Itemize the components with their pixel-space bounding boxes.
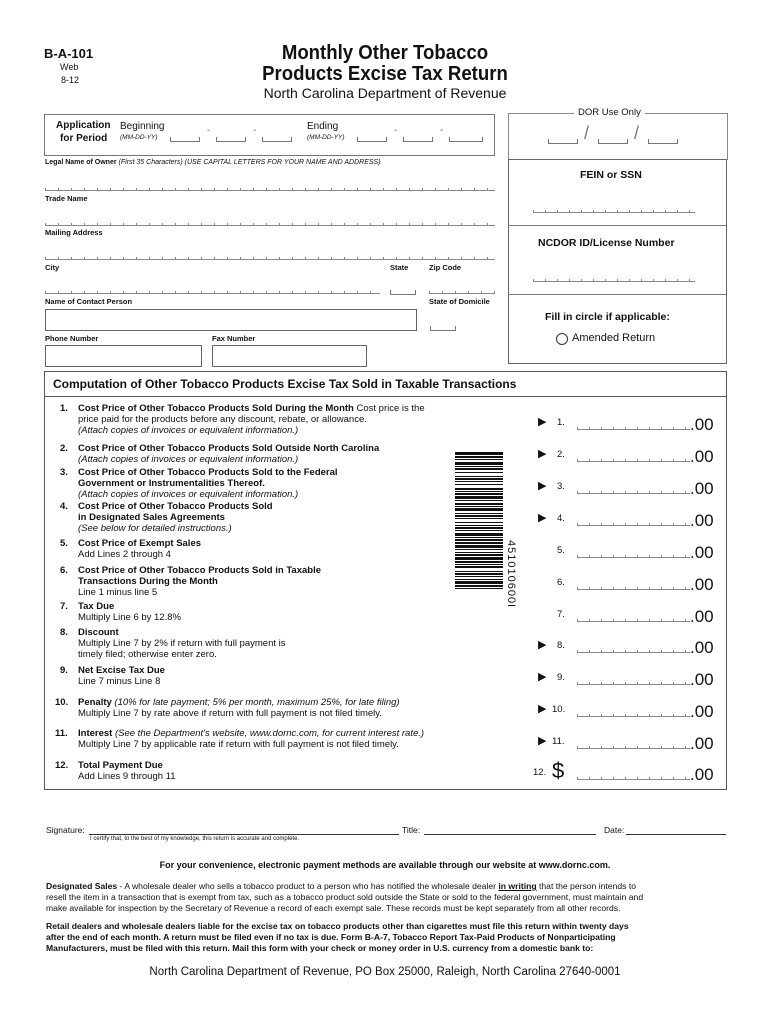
line-9-number: 9.	[60, 665, 68, 676]
line-7-instruction: Multiply Line 6 by 12.8%	[78, 612, 181, 623]
form-version: 8-12	[61, 75, 80, 85]
line-2-label: 2.	[557, 449, 565, 460]
begin-year-field[interactable]	[262, 136, 292, 142]
line-4-title: Cost Price of Other Tobacco Products Sold	[78, 501, 273, 512]
barcode-bar	[455, 462, 503, 465]
title-field[interactable]	[424, 833, 596, 835]
dor-slash-2: /	[634, 123, 640, 143]
barcode-bar	[455, 491, 503, 492]
line-11-label: 11.	[552, 736, 565, 747]
line-8-amount-field[interactable]	[577, 647, 690, 653]
state-field[interactable]	[390, 289, 416, 295]
ending-format: (MM-DD-YY)	[307, 134, 345, 141]
line-2-title: Cost Price of Other Tobacco Products Sold Outside North Carolina	[78, 443, 380, 454]
begin-day-field[interactable]	[216, 136, 246, 142]
line-5-instruction: Add Lines 2 through 4	[78, 549, 171, 560]
barcode-bar	[455, 527, 503, 529]
barcode-bar	[455, 513, 503, 514]
state-label: State	[390, 263, 409, 272]
line-8-title: Discount	[78, 627, 119, 638]
line-12-label: 12.	[533, 767, 547, 778]
line-1-amount-field[interactable]	[577, 424, 690, 430]
state-domicile-label: State of Domicile	[429, 297, 490, 306]
line-11-instruction: Multiply Line 7 by applicable rate if return with full payment is not filed timely.	[78, 739, 399, 750]
begin-dash-1: -	[207, 125, 211, 136]
barcode-bar	[455, 581, 503, 584]
title-label: Title:	[402, 825, 421, 835]
line-1-cents: .00	[690, 415, 714, 434]
line-3-note: (Attach copies of invoices or equivalent information.)	[78, 489, 299, 500]
line-12-cents: .00	[690, 765, 714, 784]
line-11-arrow-icon: ▶	[538, 735, 547, 747]
barcode-bar	[455, 518, 503, 519]
line-3-cents: .00	[690, 479, 714, 498]
line-8-arrow-icon: ▶	[538, 639, 547, 651]
legal-name-label: Legal Name of Owner (First 35 Characters) (USE CAPITAL LETTERS FOR YOUR NAME AND ADDRESS)	[45, 159, 381, 166]
line-5-label: 5.	[557, 545, 565, 556]
barcode-bar	[455, 508, 503, 511]
signature-label: Signature:	[46, 825, 85, 835]
line-4-amount-field[interactable]	[577, 520, 690, 526]
barcode-bar	[455, 500, 503, 501]
line-2-note: (Attach copies of invoices or equivalent information.)	[78, 454, 299, 465]
barcode-bar	[455, 515, 503, 517]
line-9-title: Net Excise Tax Due	[78, 665, 165, 676]
line-6-instruction: Line 1 minus line 5	[78, 587, 158, 598]
barcode-bar	[455, 545, 503, 548]
barcode-bar	[455, 522, 503, 523]
dollar-sign: $	[552, 758, 565, 783]
line-12-instruction: Add Lines 9 through 11	[78, 771, 176, 782]
barcode-bar	[455, 554, 503, 556]
barcode-bar	[455, 496, 503, 499]
line-6-label: 6.	[557, 577, 565, 588]
line-1-title: Cost Price of Other Tobacco Products Sold During the Month Cost price is the	[78, 403, 425, 414]
line-11-number: 11.	[55, 728, 68, 739]
line-5-amount-field[interactable]	[577, 552, 690, 558]
barcode-bar	[455, 525, 503, 526]
retail-dealers-line1: Retail dealers and wholesale dealers liable for the excise tax on tobacco products other than cigarettes must file this return within twenty days	[46, 921, 629, 931]
fein-ssn-field[interactable]	[533, 207, 695, 213]
barcode-bar	[455, 468, 503, 470]
line-1-note: (Attach copies of invoices or equivalent information.)	[78, 425, 299, 436]
line-9-instruction: Line 7 minus Line 8	[78, 676, 161, 687]
line-4-label: 4.	[557, 513, 565, 524]
barcode-bar	[455, 542, 503, 544]
line-10-cents: .00	[690, 702, 714, 721]
side-divider-1	[508, 225, 726, 226]
line-2-arrow-icon: ▶	[538, 448, 547, 460]
barcode-bar	[455, 549, 503, 550]
line-7-title: Tax Due	[78, 601, 115, 612]
ncdor-id-label: NCDOR ID/License Number	[538, 237, 675, 249]
line-9-amount-field[interactable]	[577, 679, 690, 685]
barcode-bar	[455, 488, 503, 490]
contact-person-label: Name of Contact Person	[45, 297, 133, 306]
electronic-payment-note: For your convenience, electronic payment methods are available through our website at www.dornc.com.	[159, 860, 611, 870]
zip-label: Zip Code	[429, 263, 462, 272]
barcode-bar	[455, 579, 503, 580]
line-4-arrow-icon: ▶	[538, 512, 547, 524]
for-period-label: for Period	[60, 133, 108, 144]
line-1-number: 1.	[60, 403, 68, 414]
contact-person-input[interactable]	[45, 309, 417, 331]
trade-name-label: Trade Name	[45, 194, 88, 203]
trade-name-field[interactable]	[45, 221, 495, 226]
line-4-number: 4.	[60, 501, 68, 512]
line-10-title: Penalty (10% for late payment; 5% per month, maximum 25%, for late filing)	[78, 697, 400, 708]
line-2-number: 2.	[60, 443, 68, 454]
phone-input[interactable]	[45, 345, 202, 367]
barcode-bar	[455, 503, 503, 505]
line-8-number: 8.	[60, 627, 68, 638]
end-dash-1: -	[394, 125, 398, 136]
line-11-title: Interest (See the Department's website, www.dornc.com, for current interest rate.)	[78, 728, 425, 739]
fax-input[interactable]	[212, 345, 367, 367]
line-2-cents: .00	[690, 447, 714, 466]
line-8-instruction: timely filed; otherwise enter zero.	[78, 649, 217, 660]
dor-field-3	[648, 138, 678, 144]
line-1-instruction: price paid for the products before any discount, rebate, or allowance.	[78, 414, 367, 425]
barcode-bar	[455, 472, 503, 473]
fill-circle-label: Fill in circle if applicable:	[545, 311, 670, 323]
mailing-address-field[interactable]	[45, 255, 495, 260]
computation-title: Computation of Other Tobacco Products Excise Tax Sold in Taxable Transactions	[53, 377, 517, 391]
line-3-number: 3.	[60, 467, 68, 478]
designated-sales-line3: make available for inspection by the Secretary of Revenue a record of each exempt sale. These records must be kept separately from all other records.	[46, 903, 621, 913]
barcode-bar	[455, 533, 503, 536]
line-10-amount-field[interactable]	[577, 711, 690, 717]
date-field[interactable]	[626, 833, 726, 835]
barcode-bar	[455, 481, 503, 482]
line-10-number: 10.	[55, 697, 69, 708]
barcode-bar	[455, 506, 503, 507]
barcode-bar	[455, 452, 503, 455]
line-11-amount-field[interactable]	[577, 743, 690, 749]
line-7-cents: .00	[690, 607, 714, 626]
line-1-label: 1.	[557, 417, 565, 428]
phone-label: Phone Number	[45, 334, 99, 343]
mailing-address-label: Mailing Address	[45, 228, 103, 237]
barcode-bar	[455, 484, 503, 485]
begin-dash-2: -	[253, 125, 257, 136]
line-12-number: 12.	[55, 760, 69, 771]
dor-field-2	[598, 138, 628, 144]
fax-label: Fax Number	[212, 334, 256, 343]
state-domicile-field[interactable]	[430, 325, 456, 331]
line-9-arrow-icon: ▶	[538, 671, 547, 683]
barcode-bar	[455, 576, 503, 577]
line-3-arrow-icon: ▶	[538, 480, 547, 492]
form-title-line2: Products Excise Tax Return	[262, 63, 508, 85]
line-6-number: 6.	[60, 565, 68, 576]
line-7-number: 7.	[60, 601, 68, 612]
fein-ssn-label: FEIN or SSN	[580, 169, 642, 181]
line-5-number: 5.	[60, 538, 68, 549]
form-id: B-A-101	[44, 46, 94, 61]
line-11-cents: .00	[690, 734, 714, 753]
barcode-bar	[455, 585, 503, 587]
dor-use-only-box	[508, 113, 728, 160]
line-8-cents: .00	[690, 638, 714, 657]
barcode-bar	[455, 539, 503, 541]
begin-month-field[interactable]	[170, 136, 200, 142]
barcode-bar	[455, 571, 503, 572]
barcode-bar	[455, 564, 503, 565]
barcode-bar	[455, 530, 503, 531]
line-7-label: 7.	[557, 609, 565, 620]
line-3-title: Cost Price of Other Tobacco Products Sold to the Federal	[78, 467, 338, 478]
city-label: City	[45, 263, 60, 272]
end-dash-2: -	[440, 125, 444, 136]
barcode-bar	[455, 493, 503, 495]
end-month-field[interactable]	[357, 136, 387, 142]
barcode-bar	[455, 456, 503, 458]
line-4-title-cont: in Designated Sales Agreements	[78, 512, 225, 523]
line-6-amount-field[interactable]	[577, 584, 690, 590]
dor-use-only-label: DOR Use Only	[574, 108, 645, 118]
barcode-bar	[455, 478, 503, 480]
dor-field-1	[548, 138, 578, 144]
line-8-instruction: Multiply Line 7 by 2% if return with full payment is	[78, 638, 286, 649]
ending-label: Ending	[307, 121, 339, 132]
barcode-bar	[455, 466, 503, 467]
beginning-format: (MM-DD-YY)	[120, 134, 158, 141]
date-label: Date:	[604, 825, 625, 835]
barcode-bar	[455, 561, 503, 563]
dor-slash-1: /	[584, 123, 590, 143]
barcode-bar	[455, 552, 503, 553]
line-4-note: (See below for detailed instructions.)	[78, 523, 232, 534]
barcode-bar	[455, 537, 503, 538]
zip-field[interactable]	[429, 289, 495, 294]
retail-dealers-line2: after the end of each month. A return must be filed even if no tax is due. Form B-A-7, Tobacco Report Tax-Paid Products of Nonparticipating	[46, 932, 616, 942]
department-name: North Carolina Department of Revenue	[263, 85, 507, 101]
line-3-label: 3.	[557, 481, 565, 492]
legal-name-field[interactable]	[45, 186, 495, 191]
barcode-bar	[455, 476, 503, 477]
barcode-bar	[455, 566, 503, 568]
line-6-cents: .00	[690, 575, 714, 594]
line-3-title-cont: Government or Instrumentalities Thereof.	[78, 478, 265, 489]
end-day-field[interactable]	[403, 136, 433, 142]
line-10-label: 10.	[552, 704, 566, 715]
barcode-bar	[455, 573, 503, 575]
line-6-title: Cost Price of Other Tobacco Products Sold in Taxable	[78, 565, 321, 576]
line-12-amount-field[interactable]	[577, 774, 690, 780]
line-10-arrow-icon: ▶	[538, 703, 547, 715]
side-divider-2	[508, 294, 726, 295]
designated-sales-line1: Designated Sales - A wholesale dealer who sells a tobacco product to a person who has notified the wholesale dealer in writing that the person intends to	[46, 881, 636, 891]
period-box	[44, 114, 495, 156]
line-6-title-cont: Transactions During the Month	[78, 576, 218, 587]
designated-sales-line2: resell the item in a transaction that is exempt from tax, such as a tobacco product sold outside the State or sold to the federal government, must maintain and	[46, 892, 644, 902]
line-1-arrow-icon: ▶	[538, 416, 547, 428]
form-title-line1: Monthly Other Tobacco	[281, 42, 489, 64]
certify-text: I certify that, to the best of my knowledge, this return is accurate and complete.	[90, 836, 300, 842]
beginning-label: Beginning	[120, 121, 165, 132]
line-4-cents: .00	[690, 511, 714, 530]
line-5-cents: .00	[690, 543, 714, 562]
amended-return-label: Amended Return	[572, 332, 656, 344]
line-10-instruction: Multiply Line 7 by rate above if return with full payment is not filed timely.	[78, 708, 382, 719]
line-12-title: Total Payment Due	[78, 760, 163, 771]
amended-return-radio[interactable]	[556, 333, 568, 345]
mailing-address-footer: North Carolina Department of Revenue, PO Box 25000, Raleigh, North Carolina 27640-0001	[149, 966, 621, 978]
barcode	[455, 452, 503, 697]
city-field[interactable]	[45, 289, 380, 294]
line-9-label: 9.	[557, 672, 565, 683]
computation-header-divider	[44, 396, 726, 397]
line-2-amount-field[interactable]	[577, 456, 690, 462]
line-7-amount-field[interactable]	[577, 616, 690, 622]
line-3-amount-field[interactable]	[577, 488, 690, 494]
signature-field[interactable]	[89, 833, 399, 835]
line-5-title: Cost Price of Exempt Sales	[78, 538, 202, 549]
barcode-number: 451010600I	[505, 540, 517, 609]
end-year-field[interactable]	[449, 136, 483, 142]
barcode-bar	[455, 557, 503, 560]
barcode-bar	[455, 459, 503, 460]
line-9-cents: .00	[690, 670, 714, 689]
application-label: Application	[56, 120, 111, 131]
form-web-label: Web	[60, 62, 79, 72]
ncdor-id-field[interactable]	[533, 276, 695, 282]
retail-dealers-line3: Manufacturers, must be filed with this return. Mail this form with your check or money order in U.S. currency from a domestic bank to:	[46, 943, 594, 953]
line-8-label: 8.	[557, 640, 565, 651]
barcode-bar	[455, 588, 503, 589]
